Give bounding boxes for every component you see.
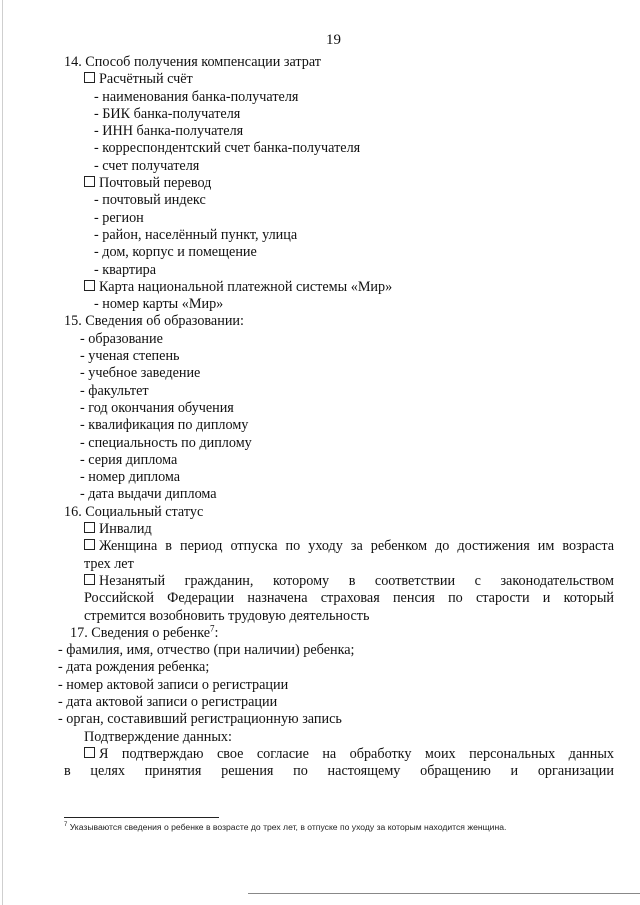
list-item: - дом, корпус и помещение [94,244,257,261]
list-item: - факультет [80,382,149,399]
scan-bottom-edge [248,893,640,894]
option-mir-card[interactable] [64,279,614,296]
section-17-heading [64,625,614,642]
list-item: - фамилия, имя, отчество (при наличии) ребенка; [58,642,355,659]
option-label: Почтовый перевод [99,175,212,192]
confirmation-heading: Подтверждение данных: [84,728,232,745]
list-item: - почтовый индекс [94,192,206,209]
option-maternity-leave[interactable] [64,538,614,555]
option-label: Инвалид [99,521,152,538]
scan-edge-line [2,0,3,905]
checkbox-icon[interactable] [84,574,95,585]
footnote-separator [64,817,219,818]
consent-checkbox-row[interactable] [64,746,614,763]
option-text-continuation: стремится возобновить трудовую деятельность [84,607,370,624]
list-item: - образование [80,330,163,347]
option-disabled[interactable] [64,521,614,538]
option-bank-account[interactable] [64,71,614,88]
list-item: - наименования банка-получателя [94,88,299,105]
list-item: - учебное заведение [80,365,201,382]
list-item: - дата рождения ребенка; [58,659,210,676]
list-item: - район, населённый пункт, улица [94,226,298,243]
option-postal-transfer[interactable] [64,175,614,192]
option-label: Расчётный счёт [99,71,193,88]
form-content [58,54,614,780]
footnote-text: Указываются сведения о ребенке в возрасте до трех лет, в отпуске по уходу за которым находится женщина. [67,822,507,832]
footnote [64,822,506,832]
list-item: - БИК банка-получателя [94,105,241,122]
list-item: - регион [94,209,144,226]
checkbox-icon[interactable] [84,522,95,533]
list-item: - серия диплома [80,451,178,468]
list-item: - счет получателя [94,157,200,174]
footnote-mark: 7 [64,822,68,829]
list-item: - номер актовой записи о регистрации [58,676,289,693]
list-item: - дата выдачи диплома [80,486,217,503]
page-number: 19 [326,32,341,48]
option-text-continuation: трех лет [84,555,134,572]
checkbox-icon[interactable] [84,176,95,187]
list-item: - дата актовой записи о регистрации [58,693,278,710]
checkbox-icon[interactable] [84,72,95,83]
footnote-reference: 7 [210,623,215,634]
option-text-continuation: Российской Федерации назначена страховая пенсия по старости и который [84,590,614,607]
list-item: - год окончания обучения [80,399,234,416]
option-label: Карта национальной платежной системы «Мир» [99,278,393,295]
list-item: - ИНН банка-получателя [94,123,244,140]
checkbox-icon[interactable] [84,747,95,758]
list-item: - орган, составивший регистрационную запись [58,711,342,728]
heading-text: 17. Сведения о ребенке [70,624,211,641]
consent-text-continuation: в целях принятия решения по настоящему обращению и организации [64,763,614,780]
checkbox-icon[interactable] [84,280,95,291]
checkbox-icon[interactable] [84,539,95,550]
option-label: Женщина в период отпуска по уходу за ребенком до достижения им возраста [99,538,614,555]
section-15-heading: 15. Сведения об образовании: [64,313,244,330]
list-item: - номер карты «Мир» [94,296,224,313]
list-item: - номер диплома [80,469,181,486]
option-unemployed-pensioner[interactable] [64,573,614,590]
option-label: Незанятый гражданин, которому в соответствии с законодательством [99,572,614,589]
heading-colon: : [214,624,219,641]
list-item: - квалификация по диплому [80,417,249,434]
consent-text: Я подтверждаю свое согласие на обработку моих персональных данных [99,745,614,762]
list-item: - квартира [94,261,157,278]
list-item: - корреспондентский счет банка-получателя [94,140,361,157]
list-item: - специальность по диплому [80,434,252,451]
list-item: - ученая степень [80,348,180,365]
section-14-heading: 14. Способ получения компенсации затрат [64,54,321,70]
section-16-heading: 16. Социальный статус [64,503,204,520]
